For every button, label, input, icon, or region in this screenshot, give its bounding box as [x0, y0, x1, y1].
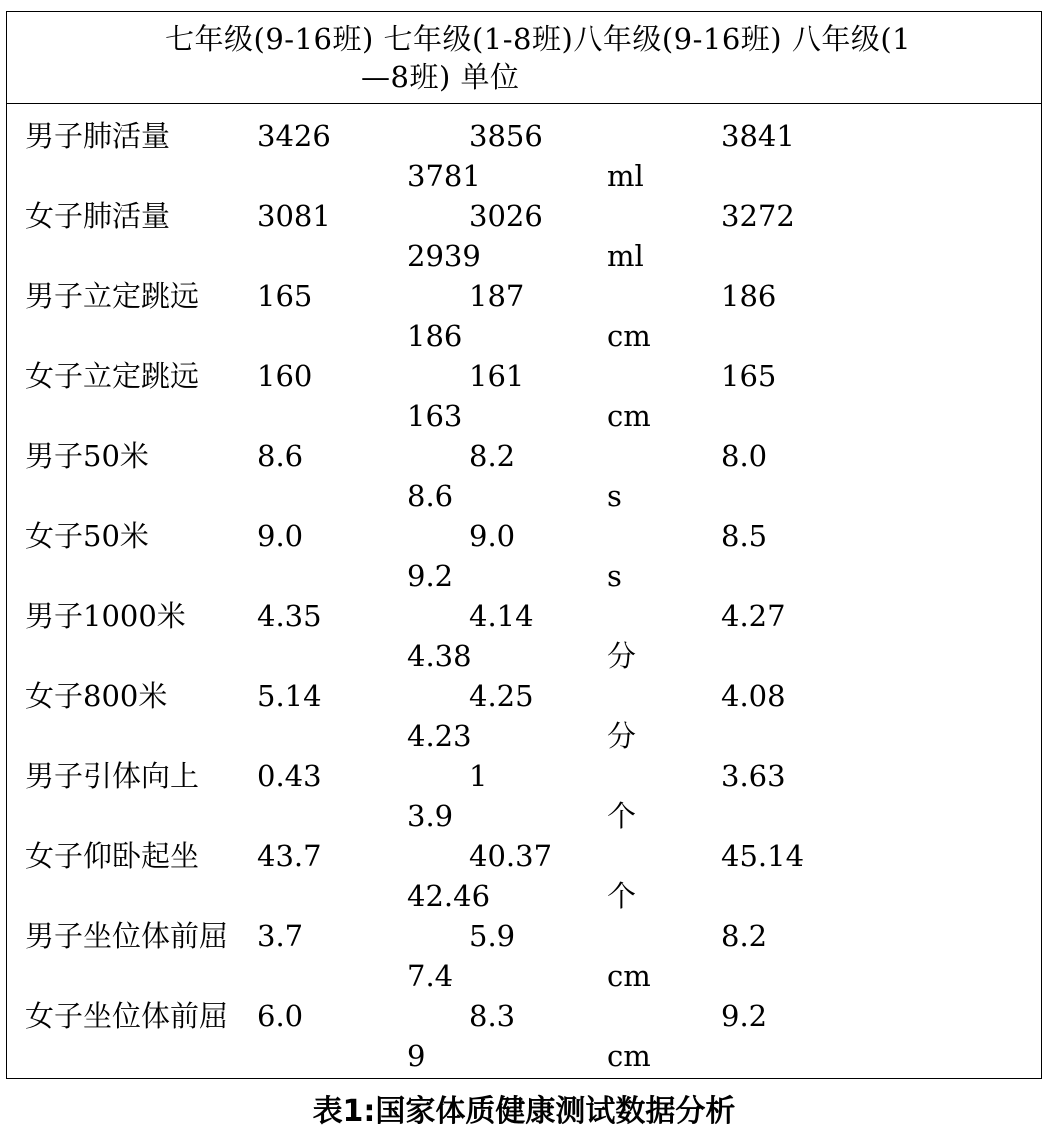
cell-g8b: 3781: [407, 159, 481, 193]
cell-g7b: 1: [469, 759, 488, 793]
cell-unit: ml: [607, 159, 644, 193]
cell-g7b: 4.25: [469, 679, 534, 713]
row-label: 女子800米: [25, 679, 168, 713]
cell-unit: ml: [607, 239, 644, 273]
cell-unit: 分: [607, 719, 637, 753]
cell-g8b: 7.4: [407, 959, 454, 993]
cell-g7a: 165: [257, 279, 313, 313]
cell-g8b: 4.23: [407, 719, 472, 753]
cell-g7b: 8.3: [469, 999, 516, 1033]
table-caption: 表1:国家体质健康测试数据分析: [312, 1094, 736, 1129]
cell-g7b: 187: [469, 279, 525, 313]
row-label: 女子立定跳远: [25, 359, 200, 393]
cell-g7a: 8.6: [257, 439, 304, 473]
cell-g8b: 3.9: [407, 799, 454, 833]
cell-unit: 个: [607, 799, 637, 833]
cell-g8b: 42.46: [407, 879, 491, 913]
cell-unit: s: [607, 479, 622, 513]
cell-g8a: 8.5: [721, 519, 768, 553]
cell-g7b: 3856: [469, 119, 543, 153]
cell-g7a: 3.7: [257, 919, 304, 953]
cell-g8b: 8.6: [407, 479, 454, 513]
cell-g8b: 2939: [407, 239, 481, 273]
cell-g7a: 160: [257, 359, 313, 393]
cell-g7a: 3081: [257, 199, 331, 233]
cell-g8b: 163: [407, 399, 463, 433]
cell-g8b: 4.38: [407, 639, 472, 673]
cell-g8a: 3841: [721, 119, 795, 153]
cell-g7a: 0.43: [257, 759, 322, 793]
cell-unit: cm: [607, 319, 651, 353]
cell-g8a: 3272: [721, 199, 795, 233]
cell-unit: 分: [607, 639, 637, 673]
cell-g8a: 186: [721, 279, 777, 313]
row-label: 女子仰卧起坐: [25, 839, 200, 873]
cell-g7b: 5.9: [469, 919, 516, 953]
cell-unit: cm: [607, 1039, 651, 1073]
cell-g8a: 8.2: [721, 919, 768, 953]
cell-g7a: 4.35: [257, 599, 322, 633]
row-label: 女子50米: [25, 519, 149, 553]
cell-g8a: 9.2: [721, 999, 768, 1033]
cell-g8a: 45.14: [721, 839, 805, 873]
header-line-1: 七年级(9-16班) 七年级(1-8班)八年级(9-16班) 八年级(1: [165, 22, 912, 56]
row-label: 男子1000米: [25, 599, 186, 633]
cell-g7a: 9.0: [257, 519, 304, 553]
cell-unit: cm: [607, 399, 651, 433]
cell-unit: 个: [607, 879, 637, 913]
cell-g7a: 43.7: [257, 839, 322, 873]
cell-g8b: 9.2: [407, 559, 454, 593]
cell-g8a: 4.27: [721, 599, 786, 633]
fitness-data-table: [6, 11, 1042, 1079]
cell-g8b: 186: [407, 319, 463, 353]
cell-g8a: 8.0: [721, 439, 768, 473]
row-label: 男子50米: [25, 439, 149, 473]
cell-g7a: 3426: [257, 119, 331, 153]
cell-g7b: 8.2: [469, 439, 516, 473]
cell-g7b: 40.37: [469, 839, 553, 873]
cell-g7b: 9.0: [469, 519, 516, 553]
cell-g8b: 9: [407, 1039, 426, 1073]
cell-unit: s: [607, 559, 622, 593]
header-line-2: —8班) 单位: [361, 60, 520, 94]
cell-unit: cm: [607, 959, 651, 993]
table-header: [7, 12, 1041, 104]
row-label: 女子肺活量: [25, 199, 171, 233]
row-label: 男子肺活量: [25, 119, 171, 153]
row-label: 男子坐位体前屈: [25, 919, 229, 953]
cell-g8a: 4.08: [721, 679, 786, 713]
cell-g8a: 165: [721, 359, 777, 393]
row-label: 男子立定跳远: [25, 279, 200, 313]
cell-g7a: 5.14: [257, 679, 322, 713]
cell-g7b: 3026: [469, 199, 543, 233]
cell-g7a: 6.0: [257, 999, 304, 1033]
cell-g7b: 4.14: [469, 599, 534, 633]
cell-g7b: 161: [469, 359, 525, 393]
row-label: 男子引体向上: [25, 759, 200, 793]
cell-g8a: 3.63: [721, 759, 786, 793]
row-label: 女子坐位体前屈: [25, 999, 229, 1033]
